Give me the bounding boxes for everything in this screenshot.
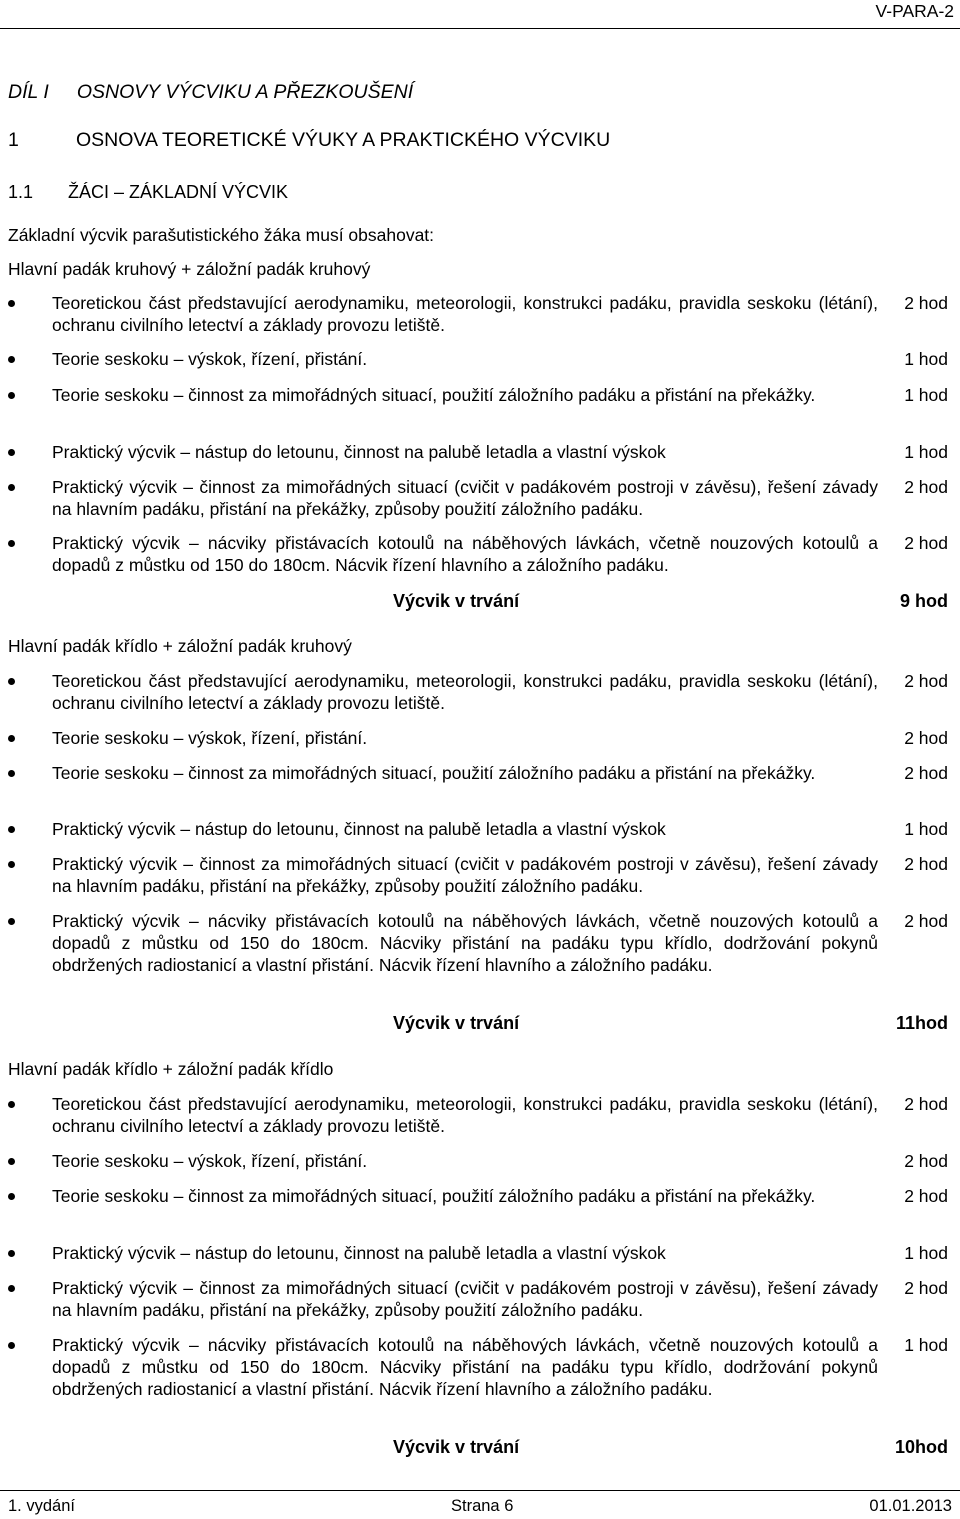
item-hours: 1 hod — [904, 819, 948, 839]
item-text: Teorie seskoku – činnost za mimořádných situací, použití záložního padáku a přistání na překážky. — [52, 1186, 816, 1206]
header-divider — [0, 28, 960, 29]
total-label: Výcvik v trvání — [393, 1437, 520, 1457]
item-hours: 2 hod — [904, 477, 948, 497]
item-hours: 2 hod — [904, 854, 948, 874]
footer-date: 01.01.2013 — [869, 1497, 952, 1515]
bullet-icon — [8, 861, 15, 868]
total-label: Výcvik v trvání — [393, 591, 520, 611]
part-title — [8, 80, 413, 104]
part-title-text: OSNOVY VÝCVIKU A PŘEZKOUŠENÍ — [76, 81, 414, 103]
item-hours: 2 hod — [904, 1186, 948, 1206]
intro-text: Základní výcvik parašutistického žáka musí obsahovat: — [8, 225, 435, 245]
total-hours: 10hod — [894, 1437, 948, 1457]
bullet-icon — [8, 484, 15, 491]
item-hours: 1 hod — [904, 349, 948, 369]
section-title: Hlavní padák kruhový + záložní padák kruhový — [8, 259, 371, 279]
item-hours: 2 hod — [904, 1151, 948, 1171]
item-text: Teoretickou část představující aerodynamiku, meteorologii, konstrukci padáku, pravidla seskoku (létání), ochranu civilního letectví a základy provozu letiště. — [52, 671, 878, 713]
item-hours: 1 hod — [904, 442, 948, 462]
chapter-title: OSNOVA TEORETICKÉ VÝUKY A PRAKTICKÉHO VÝCVIKU — [76, 129, 611, 151]
bullet-icon — [8, 735, 15, 742]
footer-divider — [0, 1490, 960, 1491]
bullet-icon — [8, 918, 15, 925]
item-text: Teorie seskoku – výskok, řízení, přistání. — [52, 349, 368, 369]
bullet-icon — [8, 770, 15, 777]
section-title: Hlavní padák křídlo + záložní padák kruhový — [8, 636, 352, 656]
chapter-number: 1 — [8, 129, 19, 151]
item-hours: 2 hod — [904, 671, 948, 691]
item-hours: 2 hod — [904, 763, 948, 783]
item-text: Praktický výcvik – nácviky přistávacích kotoulů na náběhových lávkách, včetně nouzových kotoulů a dopadů z můstku od 150 do 180cm. Nácvik řízení hlavního a záložního padáku. — [52, 533, 878, 575]
item-hours: 2 hod — [904, 1278, 948, 1298]
bullet-icon — [8, 540, 15, 547]
bullet-icon — [8, 826, 15, 833]
bullet-icon — [8, 392, 15, 399]
item-text: Praktický výcvik – nácviky přistávacích kotoulů na náběhových lávkách, včetně nouzových kotoulů a dopadů z můstku od 150 do 180cm. Nácviky přistání na padáku typu křídlo, dodržování pokynů obdržených radiostanicí a vlastní přistání. Nácvik řízení hlavního a záložního padáku. — [52, 1335, 878, 1399]
bullet-icon — [8, 1101, 15, 1108]
bullet-icon — [8, 300, 15, 307]
item-text: Praktický výcvik – nástup do letounu, činnost na palubě letadla a vlastní výskok — [52, 1243, 666, 1263]
item-text: Teorie seskoku – činnost za mimořádných situací, použití záložního padáku a přistání na překážky. — [52, 385, 816, 405]
item-text: Praktický výcvik – nácviky přistávacích kotoulů na náběhových lávkách, včetně nouzových kotoulů a dopadů z můstku od 150 do 180cm. Nácviky přistání na padáku typu křídlo, dodržování pokynů obdržených radiostanicí a vlastní přistání. Nácvik řízení hlavního a záložního padáku. — [52, 911, 878, 975]
bullet-icon — [8, 678, 15, 685]
item-text: Teorie seskoku – činnost za mimořádných situací, použití záložního padáku a přistání na překážky. — [52, 763, 816, 783]
footer-page-number: Strana 6 — [451, 1497, 514, 1515]
item-text: Praktický výcvik – činnost za mimořádných situací (cvičit v padákovém postroji v závěsu), řešení závady na hlavním padáku, přistání na překážky, způsoby použití záložního padáku. — [52, 1278, 878, 1320]
bullet-icon — [8, 356, 15, 363]
part-number: DÍL I — [8, 81, 49, 103]
item-hours: 2 hod — [904, 728, 948, 748]
total-hours: 11hod — [895, 1013, 948, 1033]
item-hours: 1 hod — [904, 385, 948, 405]
item-hours: 2 hod — [904, 1094, 948, 1114]
item-hours: 2 hod — [904, 533, 948, 553]
bullet-icon — [8, 1193, 15, 1200]
subchapter-heading — [8, 181, 288, 203]
subchapter-number: 1.1 — [8, 182, 34, 202]
bullet-icon — [8, 449, 15, 456]
item-text: Teorie seskoku – výskok, řízení, přistání. — [52, 728, 368, 748]
subchapter-title: ŽÁCI – ZÁKLADNÍ VÝCVIK — [68, 182, 289, 202]
bullet-icon — [8, 1342, 15, 1349]
item-hours: 1 hod — [904, 1243, 948, 1263]
item-text: Praktický výcvik – činnost za mimořádných situací (cvičit v padákovém postroji v závěsu), řešení závady na hlavním padáku, přistání na překážky, způsoby použití záložního padáku. — [52, 854, 878, 896]
item-text: Praktický výcvik – nástup do letounu, činnost na palubě letadla a vlastní výskok — [52, 819, 666, 839]
footer-edition: 1. vydání — [8, 1497, 75, 1515]
section-title: Hlavní padák křídlo + záložní padák křídlo — [8, 1059, 334, 1079]
bullet-icon — [8, 1250, 15, 1257]
item-hours: 1 hod — [904, 1335, 948, 1355]
item-hours: 2 hod — [904, 293, 948, 313]
bullet-icon — [8, 1158, 15, 1165]
item-text: Teoretickou část představující aerodynamiku, meteorologii, konstrukci padáku, pravidla seskoku (létání), ochranu civilního letectví a základy provozu letiště. — [52, 1094, 878, 1136]
item-hours: 2 hod — [904, 911, 948, 931]
total-label: Výcvik v trvání — [393, 1013, 520, 1033]
item-text: Teoretickou část představující aerodynamiku, meteorologii, konstrukci padáku, pravidla seskoku (létání), ochranu civilního letectví a základy provozu letiště. — [52, 293, 878, 335]
item-text: Praktický výcvik – činnost za mimořádných situací (cvičit v padákovém postroji v závěsu), řešení závady na hlavním padáku, přistání na překážky, způsoby použití záložního padáku. — [52, 477, 878, 519]
total-hours: 9 hod — [900, 591, 948, 611]
item-text: Praktický výcvik – nástup do letounu, činnost na palubě letadla a vlastní výskok — [52, 442, 666, 462]
item-text: Teorie seskoku – výskok, řízení, přistání. — [52, 1151, 368, 1171]
bullet-icon — [8, 1285, 15, 1292]
document-code: V-PARA-2 — [875, 1, 954, 21]
chapter-heading — [8, 128, 610, 152]
